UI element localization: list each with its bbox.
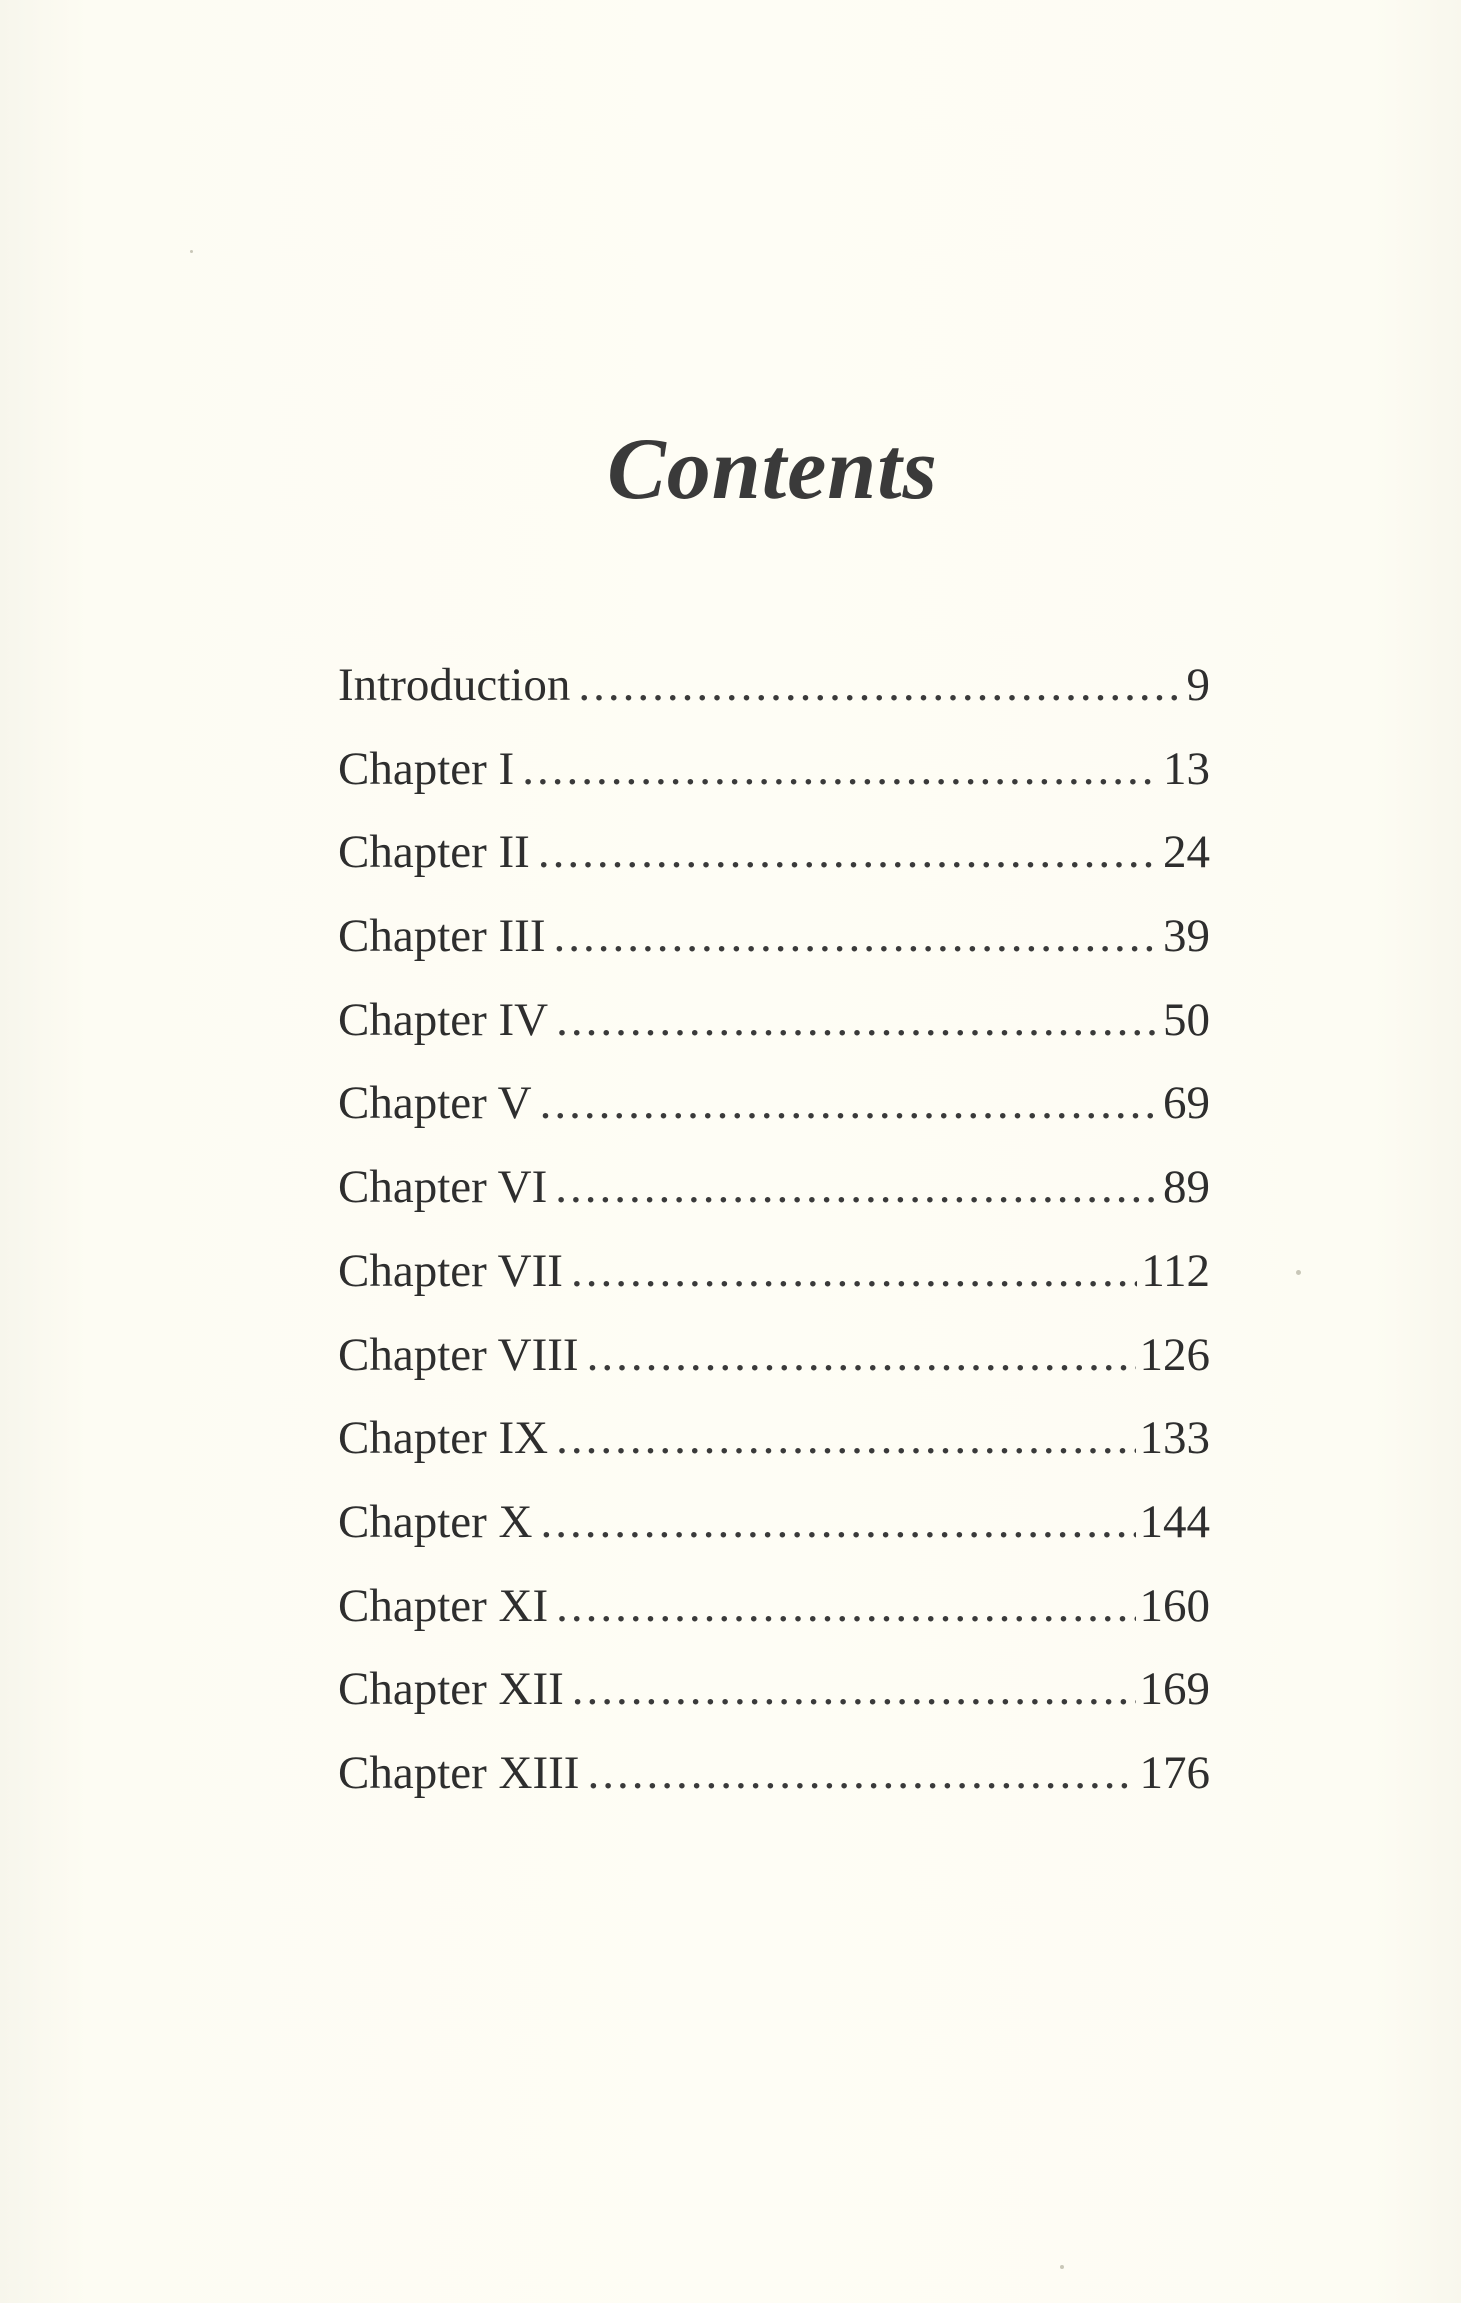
toc-entry-label: Chapter XIII bbox=[338, 1746, 580, 1799]
dot-leader bbox=[556, 1411, 1135, 1465]
toc-entry bbox=[338, 658, 1210, 742]
toc-entry-label: Chapter V bbox=[338, 1077, 532, 1130]
toc-entry-page: 9 bbox=[1186, 659, 1210, 711]
dot-leader bbox=[522, 742, 1159, 796]
toc-entry-page: 126 bbox=[1139, 1328, 1210, 1381]
toc-entry bbox=[338, 825, 1210, 909]
toc-entry bbox=[338, 993, 1210, 1077]
toc-entry bbox=[338, 1746, 1210, 1830]
toc-entry bbox=[338, 1328, 1210, 1412]
table-of-contents bbox=[338, 658, 1210, 1830]
dot-leader bbox=[571, 1244, 1137, 1298]
toc-entry bbox=[338, 1579, 1210, 1663]
dot-leader bbox=[556, 993, 1159, 1047]
toc-entry-label: Chapter I bbox=[338, 742, 515, 795]
toc-entry-page: 160 bbox=[1139, 1579, 1210, 1632]
toc-entry bbox=[338, 1662, 1210, 1746]
toc-entry-page: 112 bbox=[1141, 1244, 1210, 1297]
toc-entry-page: 89 bbox=[1163, 1161, 1210, 1214]
toc-entry-page: 133 bbox=[1139, 1412, 1210, 1465]
dot-leader bbox=[556, 1579, 1135, 1633]
paper-speck bbox=[190, 250, 193, 253]
toc-entry bbox=[338, 1160, 1210, 1244]
toc-entry-label: Chapter IX bbox=[338, 1412, 549, 1465]
paper-speck bbox=[1060, 2265, 1064, 2269]
toc-entry-page: 24 bbox=[1163, 826, 1210, 879]
toc-entry-page: 169 bbox=[1139, 1663, 1210, 1716]
toc-entry-page: 39 bbox=[1163, 910, 1210, 963]
toc-entry-page: 69 bbox=[1163, 1077, 1210, 1130]
dot-leader bbox=[587, 1328, 1136, 1382]
toc-entry-label: Chapter XII bbox=[338, 1663, 564, 1716]
dot-leader bbox=[572, 1662, 1136, 1716]
toc-entry-label: Chapter XI bbox=[338, 1579, 549, 1632]
toc-entry-page: 176 bbox=[1139, 1746, 1210, 1799]
page-title: Contents bbox=[607, 420, 938, 518]
dot-leader bbox=[578, 658, 1182, 712]
toc-entry bbox=[338, 742, 1210, 826]
dot-leader bbox=[555, 1160, 1159, 1214]
toc-entry-label: Chapter VII bbox=[338, 1244, 563, 1297]
toc-entry-page: 50 bbox=[1163, 993, 1210, 1046]
dot-leader bbox=[587, 1746, 1135, 1800]
toc-entry bbox=[338, 1076, 1210, 1160]
toc-entry-label: Introduction bbox=[338, 659, 571, 711]
toc-entry bbox=[338, 909, 1210, 993]
toc-entry bbox=[338, 1244, 1210, 1328]
toc-entry-label: Chapter VIII bbox=[338, 1328, 579, 1381]
toc-entry-label: Chapter X bbox=[338, 1495, 533, 1548]
dot-leader bbox=[540, 1076, 1159, 1130]
toc-entry-page: 144 bbox=[1139, 1495, 1210, 1548]
dot-leader bbox=[540, 1495, 1135, 1549]
toc-entry-label: Chapter VI bbox=[338, 1161, 548, 1214]
dot-leader bbox=[553, 909, 1159, 963]
toc-entry-label: Chapter II bbox=[338, 826, 530, 879]
toc-entry-label: Chapter IV bbox=[338, 993, 549, 1046]
paper-speck bbox=[1296, 1270, 1301, 1275]
toc-entry bbox=[338, 1495, 1210, 1579]
dot-leader bbox=[538, 825, 1159, 879]
toc-entry bbox=[338, 1411, 1210, 1495]
toc-entry-page: 13 bbox=[1163, 742, 1210, 795]
toc-entry-label: Chapter III bbox=[338, 910, 546, 963]
